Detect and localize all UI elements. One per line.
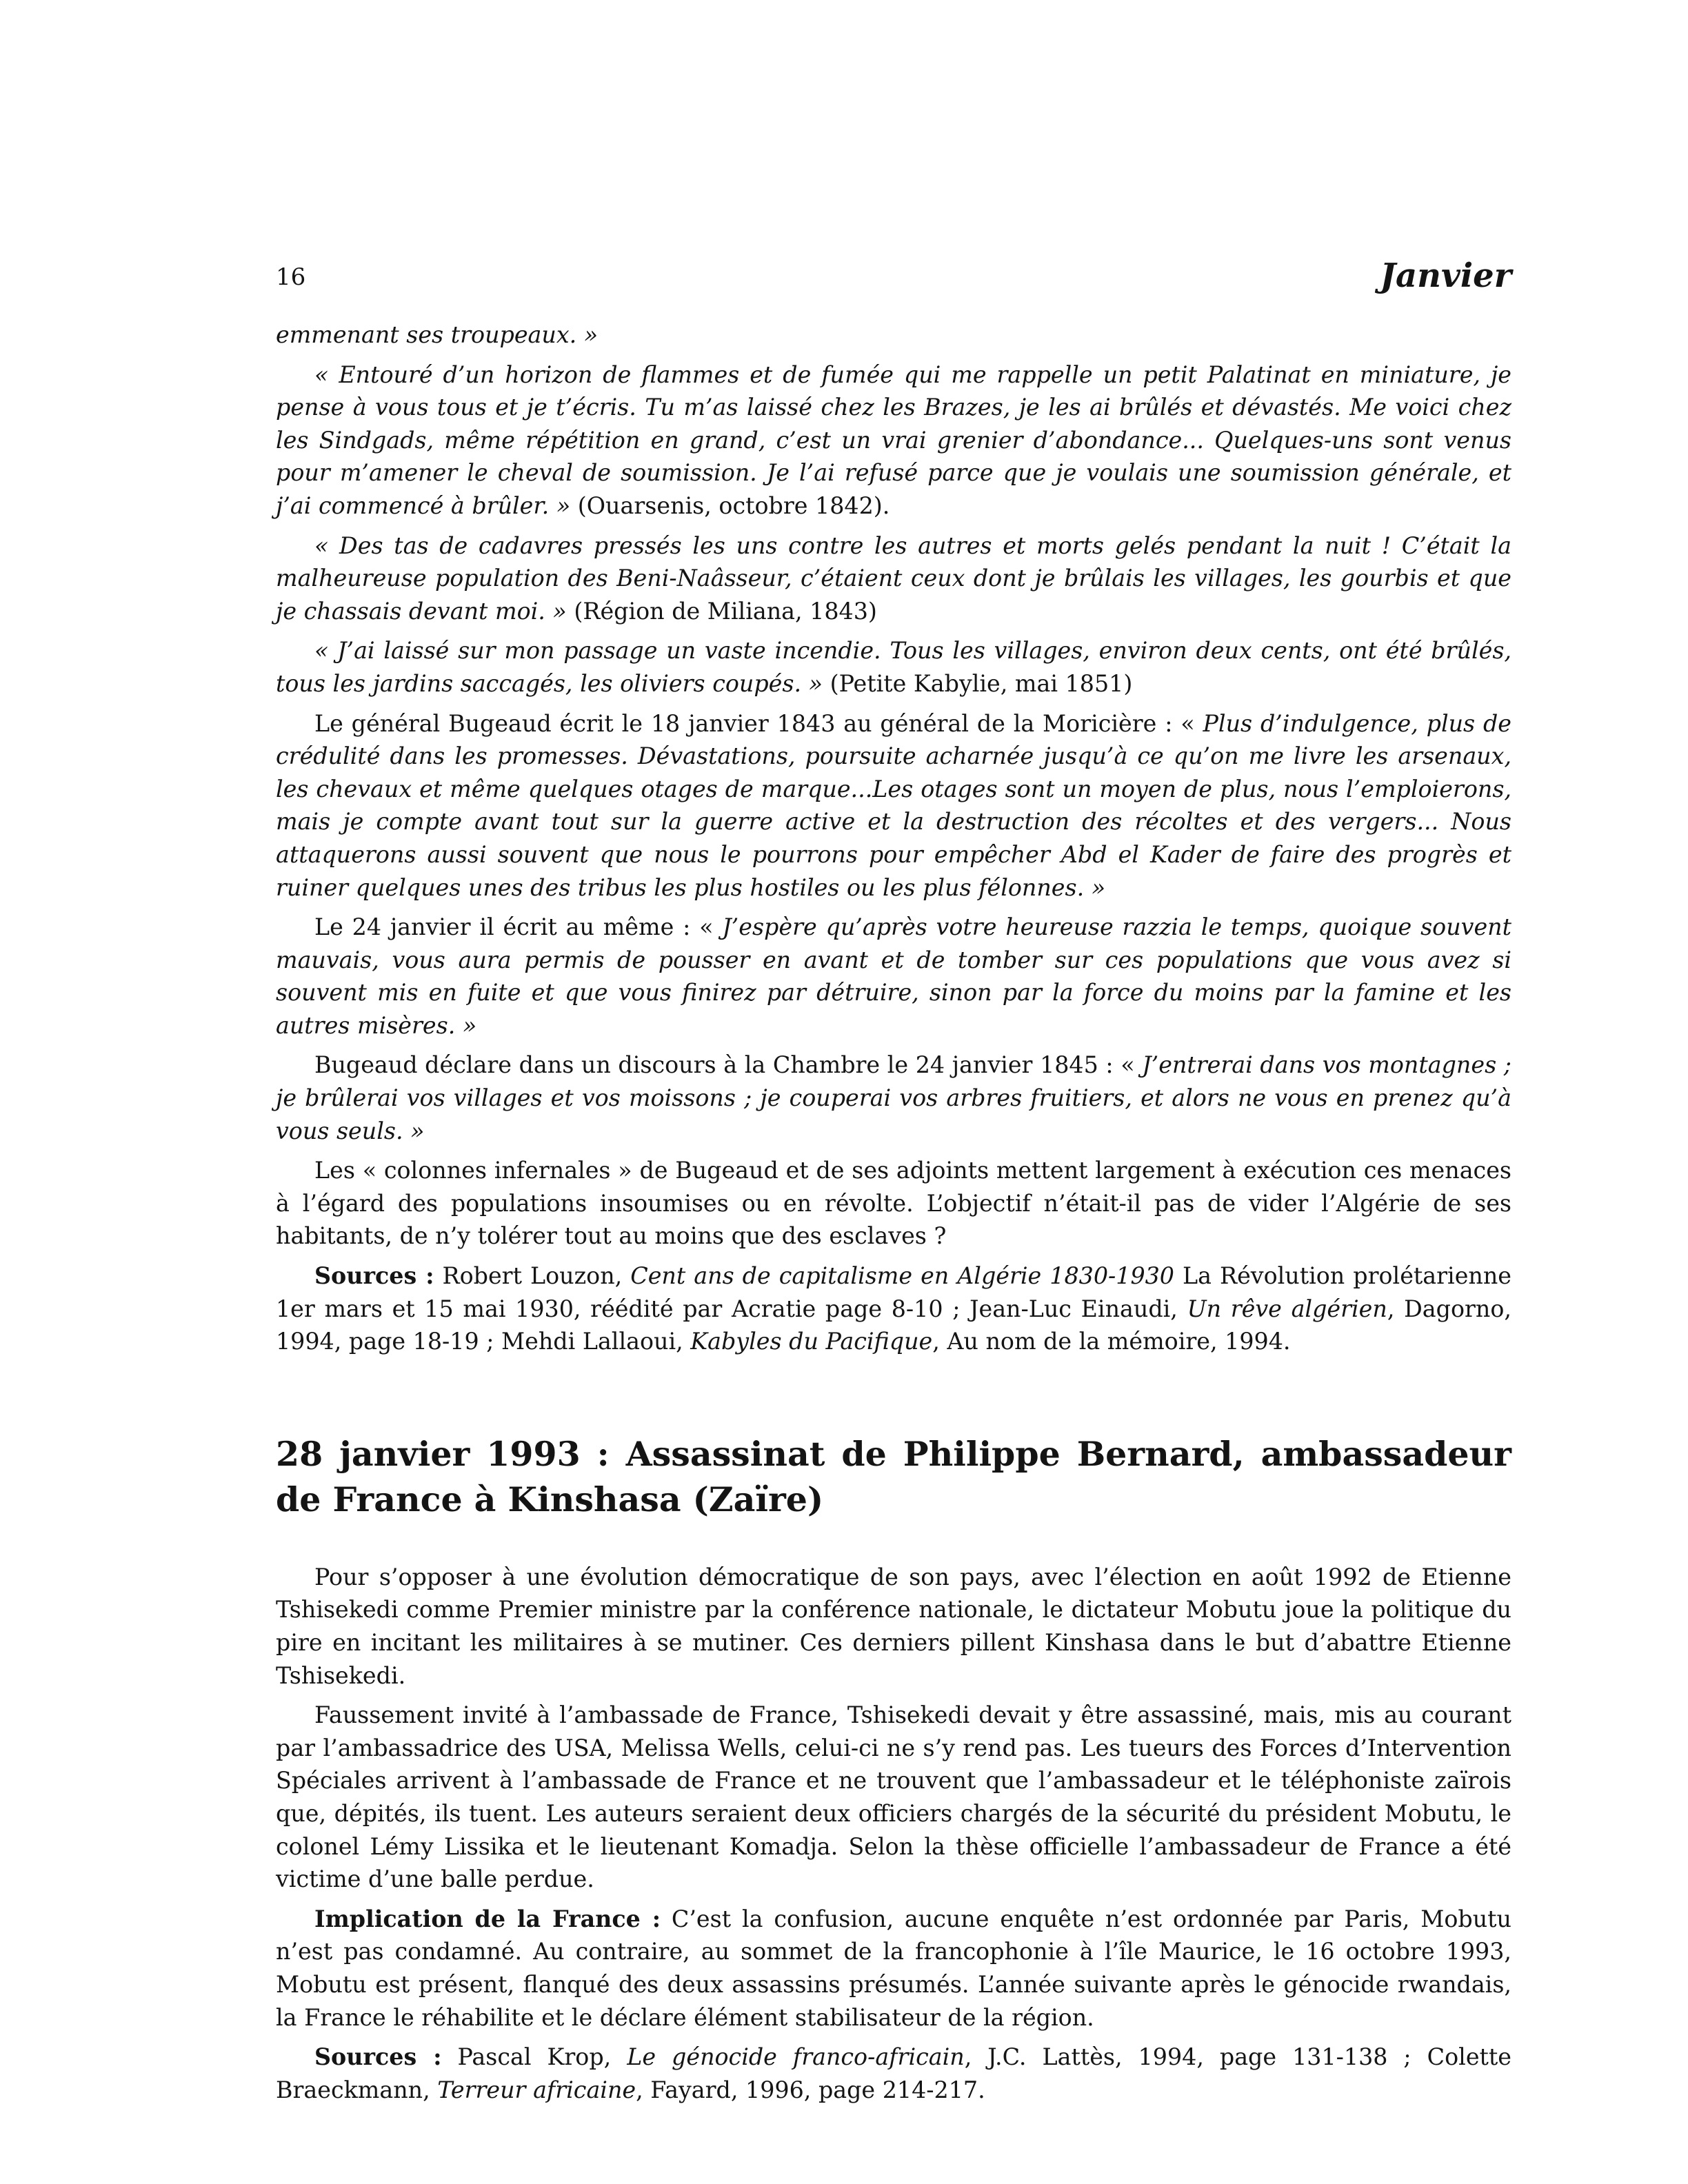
source-text: Robert Louzon, (434, 1262, 631, 1290)
mobutu-context-paragraph: Pour s’opposer à une évolution démocratique de son pays, avec l’élection en août 1992 de Etienne Tshisekedi comme Premier ministre par la conférence nationale, le dictateur Mobutu joue la politique du pire en incitant les militaires à se mutiner. Ces derniers pillent Kinshasa dans le but d’abattre Etienne Tshisekedi. (276, 1563, 1511, 1689)
quote-text: J’entrerai dans vos montagnes ; je brûlerai vos villages et vos moissons ; je couperai vos arbres fruitiers, et alors ne vous en prenez qu’à vous seuls. » (276, 1051, 1511, 1144)
section-heading: 28 janvier 1993 : Assassinat de Philippe Bernard, ambassadeur de France à Kinshasa (Zaïre) (276, 1433, 1511, 1519)
chambre-speech-paragraph (276, 1049, 1511, 1147)
page (276, 256, 1511, 2113)
sources-paragraph (276, 2041, 1511, 2106)
source-text: , J.C. Lattès, 1994, page 131-138 ; Colette Braeckmann, (276, 2043, 1511, 2103)
continuation-paragraph: emmenant ses troupeaux. » (276, 321, 599, 348)
page-number: 16 (276, 263, 306, 291)
paragraph-intro: Le général Bugeaud écrit le 18 janvier 1843 au général de la Moricière : « (314, 709, 1203, 737)
source-title: Cent ans de capitalisme en Algérie 1830-1930 (630, 1262, 1174, 1290)
quote-text: « J’ai laissé sur mon passage un vaste incendie. Tous les villages, environ deux cents, ont été brûlés, tous les jardins saccagés, les oliviers coupés. » (276, 637, 1511, 697)
source-text: La Révolution prolétarienne 1er mars et 15 mai 1930, réédité par Acratie page 8-10 ; Jean-Luc Einaudi, (276, 1262, 1511, 1322)
quote-paragraph-ouarsenis (276, 358, 1511, 523)
implication-text: C’est la confusion, aucune enquête n’est ordonnée par Paris, Mobutu n’est pas condamné. Au contraire, au sommet de la francophonie à l’île Maurice, le 16 octobre 1993, Mobutu est présent, flanqué des deux assassins présumés. L’année suivante après le génocide rwandais, la France le réhabilite et le déclare élément stabilisateur de la région. (276, 1905, 1511, 2031)
source-text: , Fayard, 1996, page 214-217. (636, 2076, 985, 2103)
chapter-title: Janvier (1380, 256, 1511, 295)
implication-label: Implication de la France : (314, 1905, 661, 1932)
quote-source: (Ouarsenis, octobre 1842). (570, 492, 890, 519)
paragraph-intro: Le 24 janvier il écrit au même : « (314, 913, 723, 941)
source-title: Terreur africaine (437, 2076, 636, 2103)
quote-source: (Petite Kabylie, mai 1851) (823, 669, 1133, 697)
running-header (276, 256, 1511, 298)
source-text: , Dagorno, 1994, page 18-19 ; Mehdi Lallaoui, (276, 1295, 1511, 1355)
quote-text: « Des tas de cadavres pressés les uns contre les autres et morts gelés pendant la nuit ! C’était la malheureuse population des Beni-Naâsseur, c’étaient ceux dont je brûlais les villages, les gourbis et que je chassais devant moi. » (276, 532, 1511, 625)
quote-paragraph-kabylie (276, 634, 1511, 700)
colonnes-infernales-paragraph: Les « colonnes infernales » de Bugeaud et de ses adjoints mettent largement à exécution ces menaces à l’égard des populations insoumises ou en révolte. L’objectif n’était-il pas de vider l’Algérie de ses habitants, de n’y tolérer tout au moins que des esclaves ? (276, 1157, 1511, 1250)
source-title: Un rêve algérien (1187, 1295, 1387, 1322)
bugeaud-second-letter-paragraph (276, 911, 1511, 1042)
source-title: Kabyles du Pacifique (690, 1328, 933, 1355)
implication-paragraph (276, 1903, 1511, 2034)
paragraph-intro: Bugeaud déclare dans un discours à la Chambre le 24 janvier 1845 : « (314, 1051, 1143, 1079)
quote-paragraph-miliana (276, 529, 1511, 628)
sources-label: Sources : (314, 1262, 434, 1290)
quote-source: (Région de Miliana, 1843) (566, 597, 877, 625)
sources-label: Sources : (314, 2043, 442, 2071)
quote-text: « Entouré d’un horizon de flammes et de fumée qui me rappelle un petit Palatinat en miniature, je pense à vous tous et je t’écris. Tu m’as laissé chez les Brazes, je les ai brûlés et dévastés. Me voici chez les Sindgads, même répétition en grand, c’est un vrai grenier d’abondance... Quelques-uns sont venus pour m’amener le cheval de soumission. Je l’ai refusé parce que je voulais une soumission générale, et j’ai commencé à brûler. » (276, 361, 1511, 519)
source-text: , Au nom de la mémoire, 1994. (932, 1328, 1291, 1355)
sources-paragraph (276, 1260, 1511, 1358)
source-title: Le génocide franco-africain (627, 2043, 965, 2071)
quote-text: Plus d’indulgence, plus de crédulité dans les promesses. Dévastations, poursuite acharnée jusqu’à ce qu’on me livre les arsenaux, les chevaux et même quelques otages de marque...Les otages sont un moyen de plus, nous l’emploierons, mais je compte avant tout sur la guerre active et la destruction des récoltes et des vergers... Nous attaquerons aussi souvent que nous le pourrons pour empêcher Abd el Kader de faire des progrès et ruiner quelques unes des tribus les plus hostiles ou les plus félonnes. » (276, 709, 1511, 901)
quote-text: J’espère qu’après votre heureuse razzia le temps, quoique souvent mauvais, vous aura permis de pousser en avant et de tomber sur ces populations que vous avez si souvent mis en fuite et que vous finirez par détruire, sinon par la force du moins par la famine et les autres misères. » (276, 913, 1511, 1039)
bugeaud-letter-paragraph (276, 707, 1511, 904)
assassination-paragraph: Faussement invité à l’ambassade de France, Tshisekedi devait y être assassiné, mais, mis au courant par l’ambassadrice des USA, Melissa Wells, celui-ci ne s’y rend pas. Les tueurs des Forces d’Intervention Spéciales arrivent à l’ambassade de France et ne trouvent que l’ambassadeur et le téléphoniste zaïrois que, dépités, ils tuent. Les auteurs seraient deux officiers chargés de la sécurité du président Mobutu, le colonel Lémy Lissika et le lieutenant Komadja. Selon la thèse officielle l’ambassadeur de France a été victime d’une balle perdue. (276, 1701, 1511, 1893)
source-text: Pascal Krop, (441, 2043, 627, 2071)
